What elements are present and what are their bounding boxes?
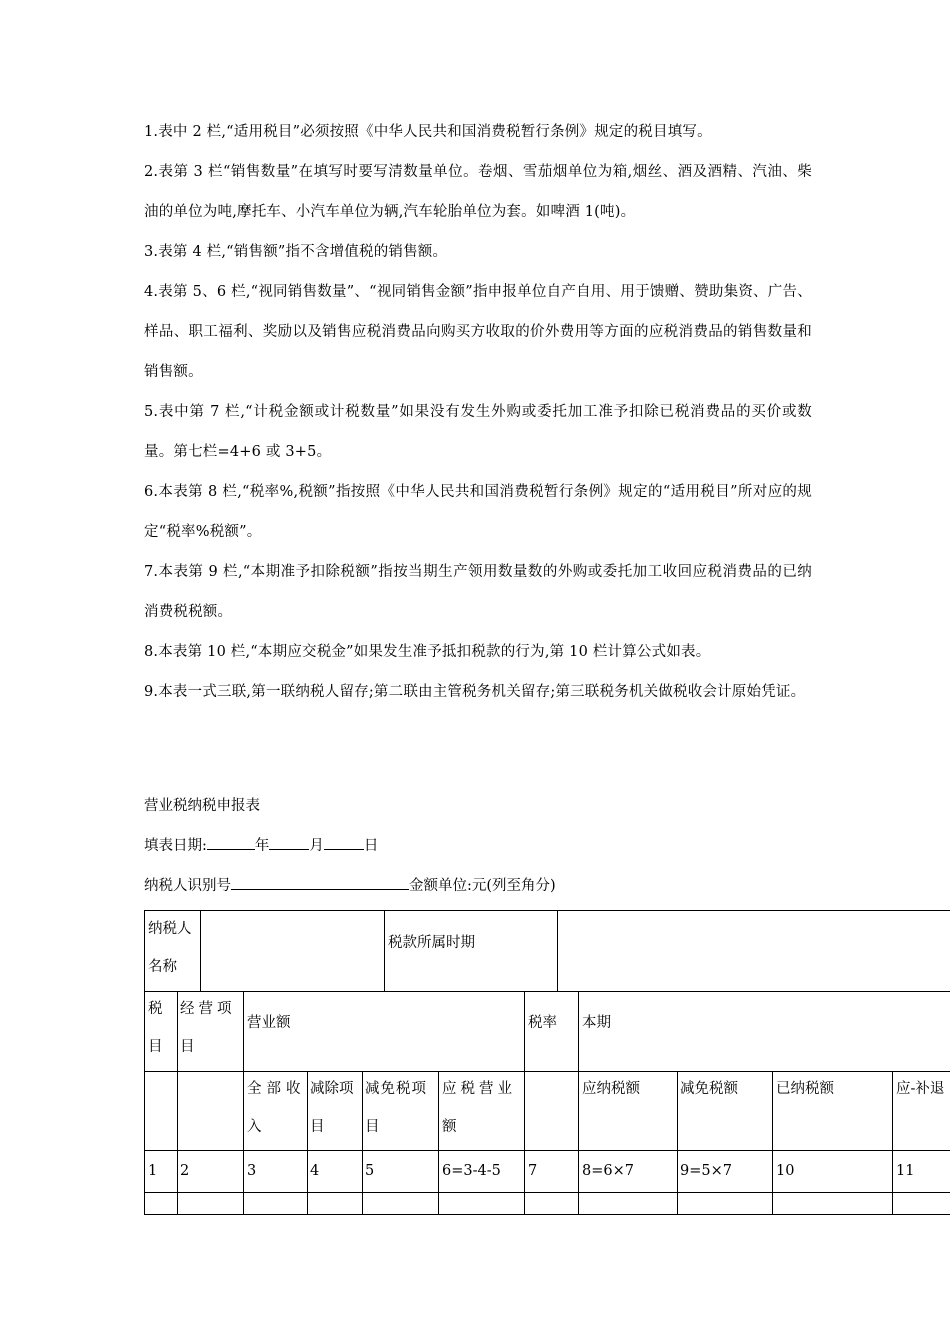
taxpayer-id-blank[interactable] <box>231 875 409 890</box>
month-blank[interactable] <box>269 835 309 850</box>
col-number: 4 <box>310 1163 320 1179</box>
day-blank[interactable] <box>324 835 364 850</box>
taxpayer-id-label: 纳税人识别号 <box>144 878 231 894</box>
unit-label: 金额单位:元(列至角分) <box>409 878 556 894</box>
tax-rate-header: 税率 <box>528 1015 557 1031</box>
year-label: 年 <box>254 838 270 854</box>
business-item-header: 经营项目 <box>180 1001 236 1055</box>
instructions-list <box>144 112 812 712</box>
tax-payable-header: 应纳税额 <box>582 1081 640 1097</box>
tax-period-field[interactable] <box>561 910 946 990</box>
turnover-header: 营业额 <box>247 1015 291 1031</box>
note-6: 6.本表第 8 栏,“税率%,税额”指按照《中华人民共和国消费税暂行条例》规定的“适用税目”所对应的规定“税率%税额”。 <box>144 484 812 540</box>
note-9: 9.本表一式三联,第一联纳税人留存;第二联由主管税务机关留存;第三联税务机关做税收会计原始凭证。 <box>144 684 806 700</box>
taxpayer-id-line <box>144 866 844 906</box>
month-label: 月 <box>309 838 324 854</box>
col-number: 10 <box>776 1163 795 1179</box>
year-blank[interactable] <box>207 835 255 850</box>
fill-date-line <box>144 826 844 866</box>
form-title: 营业税纳税申报表 <box>144 798 260 814</box>
note-8: 8.本表第 10 栏,“本期应交税金”如果发生准予抵扣税款的行为,第 10 栏计算公式如表。 <box>144 644 711 660</box>
tax-exempt-header: 减免税额 <box>680 1081 738 1097</box>
taxpayer-name-label: 纳税人名称 <box>148 921 192 975</box>
total-income-header: 全部收入 <box>247 1081 306 1135</box>
col-number: 3 <box>247 1163 257 1179</box>
note-4: 4.表第 5、6 栏,“视同销售数量”、“视同销售金额”指申报单位自产自用、用于馈赠、赞助集资、广告、样品、职工福利、奖励以及销售应税消费品向购买方收取的价外费用等方面的应税消费品的销售数量和销售额。 <box>144 284 812 380</box>
day-label: 日 <box>363 838 379 854</box>
tax-paid-header: 已纳税额 <box>776 1081 834 1097</box>
tax-due-header: 应-补退 <box>896 1081 945 1097</box>
col-number: 11 <box>896 1163 915 1179</box>
col-number: 6=3-4-5 <box>442 1163 501 1179</box>
col-number: 8=6×7 <box>582 1163 634 1179</box>
exempt-item-header: 减免税项目 <box>365 1081 427 1135</box>
col-number: 5 <box>365 1163 375 1179</box>
tax-return-table <box>144 910 950 1216</box>
tax-item-header: 税目 <box>148 1001 163 1055</box>
taxpayer-name-field[interactable] <box>204 910 380 990</box>
date-label: 填表日期: <box>144 838 207 854</box>
col-number: 1 <box>148 1163 158 1179</box>
col-number: 7 <box>528 1163 538 1179</box>
note-5: 5.表中第 7 栏,“计税金额或计税数量”如果没有发生外购或委托加工准予扣除已税消费品的买价或数量。第七栏=4+6 或 3+5。 <box>144 404 812 460</box>
note-1: 1.表中 2 栏,“适用税目”必须按照《中华人民共和国消费税暂行条例》规定的税目填写。 <box>144 124 712 140</box>
current-period-header: 本期 <box>582 1015 611 1031</box>
tax-period-label: 税款所属时期 <box>388 935 475 951</box>
taxable-turnover-header: 应税营业额 <box>442 1081 516 1135</box>
col-number: 2 <box>180 1163 190 1179</box>
table-row[interactable] <box>145 1193 949 1214</box>
note-2: 2.表第 3 栏“销售数量”在填写时要写清数量单位。卷烟、雪茄烟单位为箱,烟丝、酒及酒精、汽油、柴油的单位为吨,摩托车、小汽车单位为辆,汽车轮胎单位为套。如啤酒 1(吨)。 <box>144 164 812 220</box>
note-3: 3.表第 4 栏,“销售额”指不含增值税的销售额。 <box>144 244 448 260</box>
form-header <box>144 786 844 906</box>
deduction-item-header: 减除项目 <box>310 1081 354 1135</box>
note-7: 7.本表第 9 栏,“本期准予扣除税额”指按当期生产领用数量数的外购或委托加工收回应税消费品的已纳消费税税额。 <box>144 564 812 620</box>
col-number: 9=5×7 <box>680 1163 732 1179</box>
